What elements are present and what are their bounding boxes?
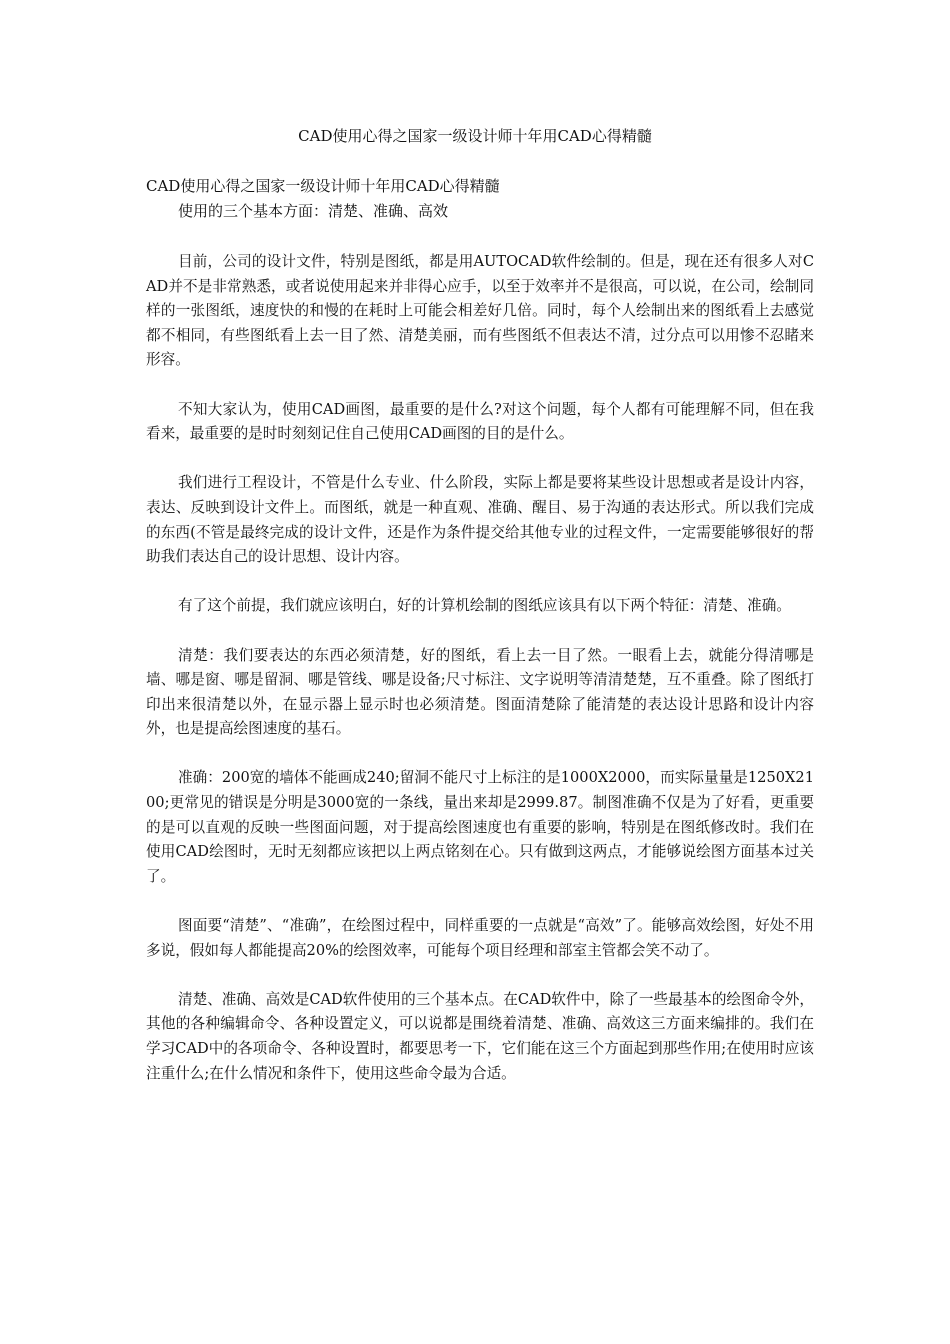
- paragraph-question: 不知大家认为，使用CAD画图，最重要的是什么?对这个问题，每个人都有可能理解不同，但在我看来，最重要的是时时刻刻记住自己使用CAD画图的目的是什么。: [146, 400, 814, 443]
- paragraph-intro: 目前，公司的设计文件，特别是图纸，都是用AUTOCAD软件绘制的。但是，现在还有很多人对CAD并不是非常熟悉，或者说使用起来并非得心应手，以至于效率并不是很高，可以说，在公司，绘制同样的一张图纸，速度快的和慢的在耗时上可能会相差好几倍。同时，每个人绘制出来的图纸看上去感觉都不相同，有些图纸看上去一目了然、清楚美丽，而有些图纸不但表达不清，过分点可以用惨不忍睹来形容。: [146, 253, 814, 369]
- paragraph-efficiency: 图面要“清楚”、“准确”，在绘图过程中，同样重要的一点就是“高效”了。能够高效绘图，好处不用多说，假如每人都能提高20%的绘图效率，可能每个项目经理和部室主管都会笑不动了。: [146, 917, 814, 959]
- paragraph-features: 有了这个前提，我们就应该明白，好的计算机绘制的图纸应该具有以下两个特征：清楚、准确。: [178, 597, 791, 615]
- paragraph-purpose: 我们进行工程设计，不管是什么专业、什么阶段，实际上都是要将某些设计思想或者是设计内容，表达、反映到设计文件上。而图纸，就是一种直观、准确、醒目、易于沟通的表达形式。所以我们完成的东西(不管是最终完成的设计文件，还是作为条件提交给其他专业的过程文件，一定需要能够很好的帮助我们表达自己的设计思想、设计内容。: [146, 474, 814, 566]
- paragraph-accuracy: 准确：200宽的墙体不能画成240;留洞不能尺寸上标注的是1000X2000，而实际量量是1250X2100;更常见的错误是分明是3000宽的一条线，量出来却是2999.87。制图准确不仅是为了好看，更重要的是可以直观的反映一些图面问题，对于提高绘图速度也有重要的影响，特别是在图纸修改时。我们在使用CAD绘图时，无时无刻都应该把以上两点铭刻在心。只有做到这两点，才能够说绘图方面基本过关了。: [146, 769, 814, 885]
- paragraph-clarity: 清楚：我们要表达的东西必须清楚，好的图纸，看上去一目了然。一眼看上去，就能分得清哪是墙、哪是窗、哪是留洞、哪是管线、哪是设备;尺寸标注、文字说明等清清楚楚，互不重叠。除了图纸打印出来很清楚以外，在显示器上显示时也必须清楚。图面清楚除了能清楚的表达设计思路和设计内容外，也是提高绘图速度的基石。: [146, 646, 814, 738]
- document-subtitle: CAD使用心得之国家一级设计师十年用CAD心得精髓: [146, 177, 500, 195]
- document-title: CAD使用心得之国家一级设计师十年用CAD心得精髓: [298, 127, 652, 145]
- three-aspects-line: 使用的三个基本方面：清楚、准确、高效: [178, 202, 449, 220]
- body-text: [146, 250, 814, 1111]
- paragraph-summary: 清楚、准确、高效是CAD软件使用的三个基本点。在CAD软件中，除了一些最基本的绘图命令外，其他的各种编辑命令、各种设置定义，可以说都是围绕着清楚、准确、高效这三方面来编排的。我们在学习CAD中的各项命令、各种设置时，都要思考一下，它们能在这三个方面起到那些作用;在使用时应该注重什么;在什么情况和条件下，使用这些命令最为合适。: [146, 990, 814, 1082]
